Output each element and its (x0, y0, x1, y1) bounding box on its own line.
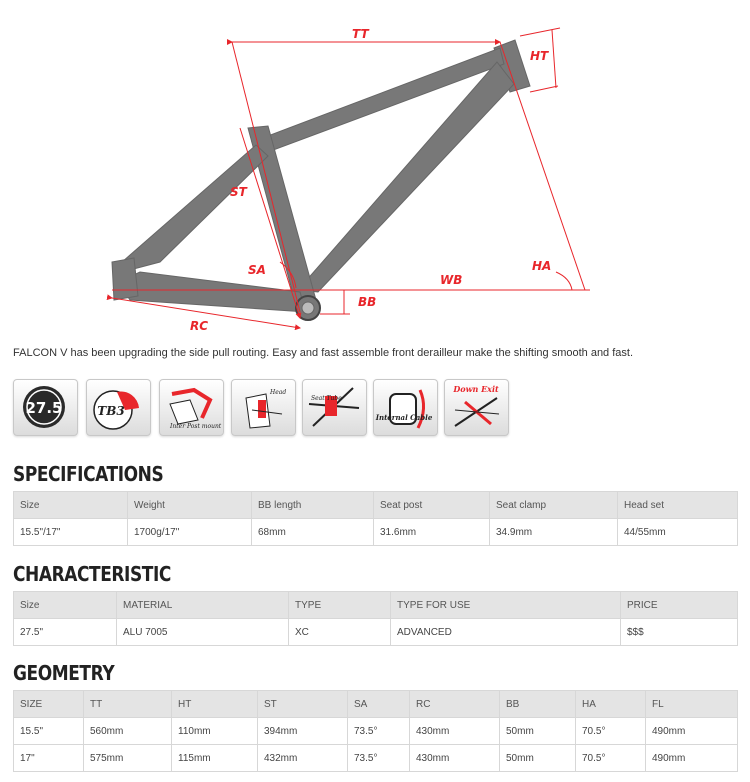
frame-geometry-diagram (0, 0, 750, 330)
header-cell: HT (172, 691, 258, 718)
table-cell: 68mm (252, 519, 374, 546)
table-cell: 50mm (500, 718, 576, 745)
characteristic-table (13, 591, 738, 646)
down-exit-icon (444, 379, 509, 436)
table-header-row (14, 592, 738, 619)
internal-cable-icon (373, 379, 438, 436)
table-cell: 70.5° (576, 745, 646, 772)
table-cell: 15.5"/17" (14, 519, 128, 546)
diagram-label-sa: SA (248, 263, 266, 277)
table-cell: 560mm (84, 718, 172, 745)
header-cell: RC (410, 691, 500, 718)
table-row (14, 745, 738, 772)
header-cell: Weight (128, 492, 252, 519)
header-cell: Seat clamp (490, 492, 618, 519)
diagram-label-wb: WB (440, 273, 463, 287)
table-cell: 34.9mm (490, 519, 618, 546)
table-header-row (14, 492, 738, 519)
icon-text-internal-cable: Internal Cable (375, 413, 433, 422)
product-description: FALCON V has been upgrading the side pull routing. Easy and fast assemble front derailleur make the shifting smooth and fast. (13, 347, 634, 359)
bike-frame (112, 40, 530, 320)
header-cell: MATERIAL (117, 592, 289, 619)
table-header-row (14, 691, 738, 718)
table-cell: 110mm (172, 718, 258, 745)
header-cell: SA (348, 691, 410, 718)
icon-text-head: Head (270, 389, 287, 396)
header-cell: TYPE FOR USE (391, 592, 621, 619)
specifications-table (13, 491, 738, 546)
diagram-label-tt: TT (352, 27, 369, 41)
table-cell: 394mm (258, 718, 348, 745)
table-cell: 50mm (500, 745, 576, 772)
head-tube-icon (231, 379, 296, 436)
header-cell: BB length (252, 492, 374, 519)
table-cell: 73.5° (348, 745, 410, 772)
table-cell: XC (289, 619, 391, 646)
diagram-label-rc: RC (190, 319, 209, 330)
table-row (14, 718, 738, 745)
header-cell: BB (500, 691, 576, 718)
header-cell: FL (646, 691, 738, 718)
table-cell: 430mm (410, 745, 500, 772)
inter-post-mount-icon (159, 379, 224, 436)
icon-text-seat-tube: Seat Tube (311, 395, 342, 402)
table-cell: 1700g/17" (128, 519, 252, 546)
header-cell: Size (14, 492, 128, 519)
tb3-icon (86, 379, 151, 436)
table-cell: ALU 7005 (117, 619, 289, 646)
geometry-title: GEOMETRY (13, 661, 115, 685)
table-cell: 575mm (84, 745, 172, 772)
icon-text-tb3: TB3 (97, 404, 125, 418)
table-cell: 15.5" (14, 718, 84, 745)
seat-tube-icon (302, 379, 367, 436)
header-cell: HA (576, 691, 646, 718)
header-cell: PRICE (621, 592, 738, 619)
wheel-size-27-5-icon (13, 379, 78, 436)
specifications-title: SPECIFICATIONS (13, 462, 164, 486)
header-cell: Seat post (374, 492, 490, 519)
table-cell: 27.5" (14, 619, 117, 646)
table-row (14, 619, 738, 646)
table-cell: 430mm (410, 718, 500, 745)
table-cell: ADVANCED (391, 619, 621, 646)
diagram-label-ht: HT (530, 49, 549, 63)
header-cell: Head set (618, 492, 738, 519)
table-cell: 70.5° (576, 718, 646, 745)
table-cell: 490mm (646, 718, 738, 745)
icon-text-inter-post-mount: Inter Post mount (170, 423, 222, 430)
header-cell: TYPE (289, 592, 391, 619)
characteristic-title: CHARACTERISTIC (13, 562, 171, 586)
table-cell: 115mm (172, 745, 258, 772)
header-cell: Size (14, 592, 117, 619)
diagram-label-st: ST (230, 185, 247, 199)
header-cell: SIZE (14, 691, 84, 718)
icon-text-27-5: 27.5 (25, 399, 63, 417)
geometry-table (13, 690, 738, 772)
header-cell: ST (258, 691, 348, 718)
table-row (14, 519, 738, 546)
icon-text-down-exit: Down Exit (453, 384, 499, 394)
header-cell: TT (84, 691, 172, 718)
table-cell: 44/55mm (618, 519, 738, 546)
table-cell: 490mm (646, 745, 738, 772)
table-cell: $$$ (621, 619, 738, 646)
table-cell: 17" (14, 745, 84, 772)
table-cell: 73.5° (348, 718, 410, 745)
table-cell: 31.6mm (374, 519, 490, 546)
diagram-label-bb: BB (358, 295, 377, 309)
table-cell: 432mm (258, 745, 348, 772)
diagram-label-ha: HA (532, 259, 552, 273)
